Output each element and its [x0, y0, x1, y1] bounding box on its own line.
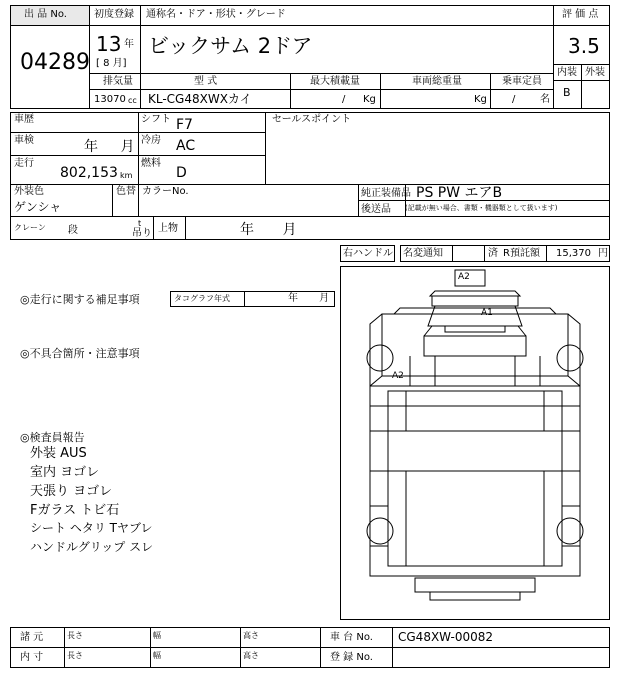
supplement-label: ◎走行に関する補足事項: [20, 293, 140, 306]
crane-lift: 吊り: [132, 228, 152, 239]
inspection-value: 年 月: [84, 139, 135, 155]
inspector-line: Fガラス トビ石: [30, 503, 120, 518]
shift-label: シフト: [141, 114, 171, 125]
inspection-label: 車検: [14, 135, 34, 146]
shift-value: F7: [176, 117, 193, 133]
defects-label: ◎不具合箇所・注意事項: [20, 347, 140, 360]
mileage-label: 走行: [14, 158, 34, 169]
first-reg-month: [ 8 月]: [96, 58, 127, 69]
crane-stage: 段: [68, 225, 78, 236]
inner-length-label: 長さ: [67, 651, 83, 660]
inspector-line: ハンドルグリップ スレ: [30, 540, 154, 554]
tacho-label: タコグラフ年式: [174, 294, 230, 303]
inspector-label: ◎検査員報告: [20, 431, 85, 444]
ac-value: AC: [176, 138, 196, 154]
inspector-line: 外装 AUS: [30, 446, 87, 461]
reg-label: 登 録 No.: [330, 652, 373, 663]
first-reg-year-unit: 年: [124, 39, 134, 50]
mileage-value: 802,153: [60, 165, 118, 181]
aftermarket-label: 後送品: [361, 204, 391, 215]
recycle-label: R預託額: [503, 248, 540, 259]
diagram-mark-windshield: A1: [481, 308, 493, 318]
deck-value: 年 月: [240, 222, 297, 238]
color-label: 外装色: [14, 186, 44, 197]
max-load-value: /: [342, 94, 346, 105]
model-label: 型 式: [194, 76, 218, 87]
displacement-label: 排気量: [103, 76, 133, 87]
crane-label: クレーン: [14, 223, 46, 232]
mileage-unit: km: [120, 171, 133, 180]
truck-diagram: [340, 266, 610, 620]
inspector-line: シート ヘタリ Tヤブレ: [30, 521, 153, 535]
max-load-label: 最大積載量: [310, 76, 360, 87]
exterior-label: 外装: [585, 67, 605, 78]
displacement-value: 13070: [94, 94, 126, 105]
sales-point-label: セールスポイント: [272, 114, 352, 125]
color-change-label: 色替: [116, 186, 136, 197]
height-label: 高さ: [243, 631, 259, 640]
tacho-value: 年 月: [288, 293, 330, 304]
deck-label: 上物: [158, 223, 178, 234]
history-label: 車歴: [14, 114, 34, 125]
gross-weight-label: 車両総重量: [412, 76, 462, 87]
inspector-line: 天張り ヨゴレ: [30, 484, 113, 499]
name-change-label: 名変通知: [403, 248, 443, 259]
diagram-mark-top: A2: [458, 272, 470, 282]
first-reg-label: 初度登録: [94, 9, 134, 20]
inspector-line: 室内 ヨゴレ: [30, 465, 100, 480]
ac-label: 冷房: [141, 135, 161, 146]
recycle-unit: 円: [598, 248, 608, 259]
car-name: ビックサム 2ドア: [148, 34, 313, 58]
capacity-value: /: [512, 94, 516, 105]
fuel-value: D: [176, 165, 187, 181]
capacity-unit: 名: [540, 94, 550, 105]
width-label: 幅: [153, 631, 161, 640]
aftermarket-note: (記載が無い場合、書類・機器類として扱います): [405, 204, 558, 212]
displacement-unit: cc: [128, 96, 137, 105]
chassis-no: CG48XW-00082: [398, 630, 494, 644]
inner-label: 内 寸: [20, 652, 44, 663]
recycle-amount: 15,370: [556, 248, 591, 259]
crane-t: t: [138, 219, 142, 228]
right-handle: 右ハンドル: [343, 248, 393, 259]
recycle-prefix: 済: [488, 248, 498, 259]
color-code-label: カラーNo.: [142, 186, 189, 197]
lot-label: 出 品 No.: [24, 9, 67, 20]
max-load-unit: Kg: [363, 94, 376, 105]
inner-width-label: 幅: [153, 651, 161, 660]
grade-label: 評 価 点: [562, 9, 599, 20]
lot-number: 04289: [20, 50, 90, 75]
equipment-value: PS PW エアB: [416, 185, 503, 201]
grade-value: 3.5: [568, 34, 600, 58]
gross-weight-unit: Kg: [474, 94, 487, 105]
interior-grade: B: [563, 86, 571, 99]
interior-label: 内装: [557, 67, 577, 78]
first-reg-year: 13: [96, 32, 122, 56]
spec-label: 諸 元: [20, 632, 44, 643]
car-name-label: 通称名・ドア・形状・グレード: [146, 9, 286, 20]
length-label: 長さ: [67, 631, 83, 640]
diagram-mark-left: A2: [392, 371, 404, 381]
inner-height-label: 高さ: [243, 651, 259, 660]
fuel-label: 燃料: [141, 158, 161, 169]
equipment-label: 純正装備品: [361, 188, 411, 199]
model-value: KL-CG48XWXカイ: [148, 92, 252, 106]
capacity-label: 乗車定員: [502, 76, 542, 87]
color-value: ゲンシャ: [14, 200, 62, 214]
chassis-label: 車 台 No.: [330, 632, 373, 643]
